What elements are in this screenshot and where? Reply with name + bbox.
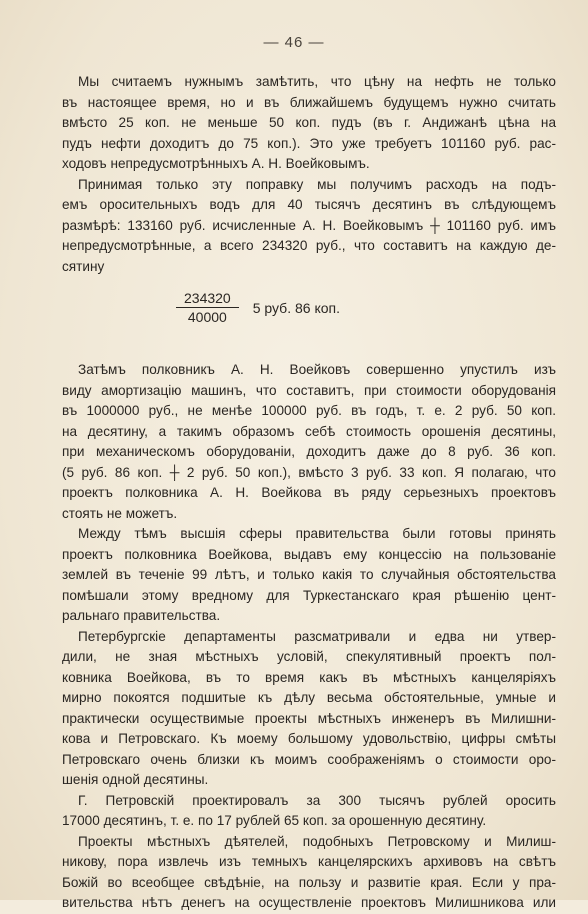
text-line: ральнаго правительства. xyxy=(62,608,221,623)
text-line: кова и Петровскаго. Къ моему большому удовольствію, цифры смѣты xyxy=(62,731,556,746)
text-line: Затѣмъ полковникъ А. Н. Воейковъ совершенно упустилъ изъ xyxy=(78,362,556,377)
text-block-upper xyxy=(62,72,556,277)
text-line: мирно покоятся подшитые къ дѣлу весьма обстоятельные, умные и xyxy=(62,690,556,705)
paragraph xyxy=(62,524,556,627)
page-number: — 46 — xyxy=(263,34,325,51)
paragraph xyxy=(62,72,556,175)
text-line: непредусмотрѣнные, а всего 234320 руб., что составитъ на каждую де- xyxy=(62,238,556,253)
text-line: Петербургскіе департаменты разсматривали и едва ни утвер- xyxy=(78,628,556,644)
text-line: при механическомъ оборудованіи, доходитъ даже до 8 руб. 36 коп. xyxy=(62,444,556,459)
paragraph xyxy=(62,360,556,524)
text-line: ковника Воейкова, въ то время какъ въ мѣстныхъ канцеляріяхъ xyxy=(62,669,556,685)
fraction-equation xyxy=(176,290,340,325)
fraction-result: 5 руб. 86 коп. xyxy=(252,299,340,316)
text-line: (5 руб. 86 коп. ┼ 2 руб. 50 коп.), вмѣсто 3 руб. 33 коп. Я полагаю, что xyxy=(62,464,556,480)
text-line: виду амортизацію машинъ, что составитъ, при стоимости оборудованія xyxy=(62,382,556,398)
text-line: вительства нѣтъ денегъ на осуществленіе проектовъ Милишникова или xyxy=(62,895,556,910)
text-line: практически осуществимые проекты мѣстныхъ инженеръ въ Милишни- xyxy=(62,710,556,726)
fraction-numerator: 234320 xyxy=(176,290,239,308)
text-line: Проекты мѣстныхъ дѣятелей, подобныхъ Петровскому и Милиш- xyxy=(78,833,556,849)
text-line: дили, не зная мѣстныхъ условій, спекулятивный проектъ пол- xyxy=(62,649,556,664)
text-line: помѣшали этому вредному для Туркестанскаго края рѣшенію цент- xyxy=(62,587,556,603)
text-line: размѣрѣ: 133160 руб. исчисленные А. Н. Воейковымъ ┼ 101160 руб. имъ xyxy=(62,217,556,233)
text-line: проектъ полковника А. Н. Воейкова въ ряду серьезныхъ проектовъ xyxy=(62,485,556,500)
text-line: въ настоящее время, но и въ ближайшемъ будущемъ нужно считать xyxy=(62,94,556,110)
text-line: ходовъ непредусмотрѣнныхъ А. Н. Воейковымъ. xyxy=(62,156,370,171)
text-line: пудъ нефти доходитъ до 75 коп.). Это уже требуетъ 101160 руб. рас- xyxy=(62,135,556,151)
text-line: проектъ полковника Воейкова, выдавъ ему концессію на пользованіе xyxy=(62,546,556,562)
paragraph xyxy=(62,627,556,791)
text-line: вмѣсто 25 коп. не меньше 50 коп. пудъ (въ г. Андижанѣ цѣна на xyxy=(62,115,556,130)
text-line: сятину xyxy=(62,258,105,274)
text-line: емъ оросительныхъ водъ для 40 тысячъ десятинъ въ слѣдующемъ xyxy=(62,197,556,212)
text-line: Божій во всеобщее свѣдѣніе, на пользу и развитіе края. Если у пра- xyxy=(62,874,556,890)
text-line: Мы считаемъ нужнымъ замѣтить, что цѣну на нефть не только xyxy=(78,74,556,89)
text-block-lower xyxy=(62,360,556,914)
text-line: Г. Петровскій проектировалъ за 300 тысячъ рублей оросить xyxy=(78,792,556,808)
fraction-denominator: 40000 xyxy=(187,309,227,325)
text-line: Принимая только эту поправку мы получимъ расходъ на подъ- xyxy=(78,176,556,192)
paragraph xyxy=(62,175,556,278)
text-line: Между тѣмъ высшія сферы правительства были готовы принять xyxy=(78,526,556,541)
text-line: стоять не можетъ. xyxy=(62,505,178,521)
text-line: 17000 десятинъ, т. е. по 17 рублей 65 коп. за орошенную десятину. xyxy=(62,813,487,828)
fraction xyxy=(176,290,239,325)
text-line: никову, пора извлечь изъ темныхъ канцелярскихъ архивовъ на свѣтъ xyxy=(62,854,556,869)
text-line: шенія одной десятины. xyxy=(62,772,209,787)
text-line: Петровскаго очень близки къ моимъ соображеніямъ о стоимости оро- xyxy=(62,751,556,767)
paragraph xyxy=(62,832,556,914)
text-line: на десятину, а такимъ образомъ себѣ стоимость орошенія десятины, xyxy=(62,423,556,439)
paragraph xyxy=(62,791,556,832)
text-line: землей въ теченіе 99 лѣтъ, и только какія то случайныя обстоятельства xyxy=(62,567,556,582)
text-line: въ 1000000 руб., не менѣе 100000 руб. въ годъ, т. е. 2 руб. 50 коп. xyxy=(62,403,556,418)
